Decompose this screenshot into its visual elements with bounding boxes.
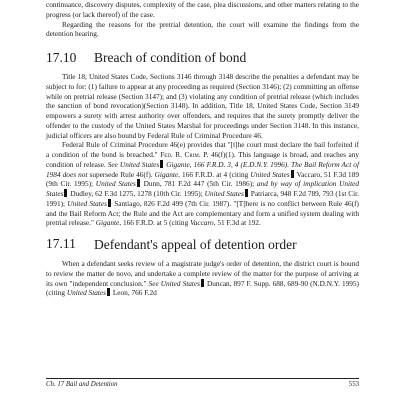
section-title: Defendant's appeal of detention order [94, 237, 297, 252]
citation-party: United States [250, 169, 290, 179]
text-run: supersede Rule 46(f). [87, 169, 155, 179]
citation-short: Gigante [95, 218, 120, 228]
text-run: 46(f)(1). This language is broad, and reaches any condition of release. [46, 150, 359, 169]
citation-rule: Fed. R. Crim. P. [160, 150, 209, 159]
text-run: , 51 F.3d at 192. [213, 218, 261, 228]
section-number: 17.10 [46, 50, 77, 65]
redaction-mark [291, 170, 294, 178]
citation-signal: and by way of implication United States [46, 179, 360, 198]
text-run: Santiago, 826 F.2d 499 (7th Cir. 1987). "[T]here is no conflict between Rule 46(f) and the Bail Reform Act; the Rule and the Act are complementary and form a unified system dealing with pretrial release." [46, 198, 359, 228]
page-footer [46, 378, 359, 388]
citation-signal: See United States [148, 278, 200, 288]
redaction-mark [137, 179, 140, 187]
redaction-mark [108, 199, 111, 207]
document-page [46, 0, 359, 400]
citation-party: United States [204, 189, 244, 198]
citation-party: United States [95, 179, 136, 189]
section-17-10-paragraph-1: Title 18, United States Code, Sections 3146 through 3148 describe the penalties a defendant may be subject to for: (1) failure to appear at any proceeding as required (Section 3146); (2) committing an offense while on pretrial release (Section 3147); and (3) violating any condition of pretrial release (which includes the sanction of bond revocation)(Section 3148). In addition, Title 18, United States Code, Section 3149 empowers a surety with arrest authority over offenders, and requires that the surety promptly deliver the offender to the custody of the United States Marshal for proceedings under Section 3148. In this instance, judicial officers are also bound by Federal Rule of Criminal Procedure 46. [46, 72, 359, 140]
text-run: Leon, 766 F.2d [111, 288, 157, 298]
emphasis: not [78, 169, 88, 179]
text-run: Dudley, 62 F.3d 1275, 1278 (10th Cir. 1995); [68, 189, 205, 198]
footer-chapter: Ch. 17 Bail and Detention [46, 381, 118, 388]
section-heading-17-11 [46, 236, 359, 253]
section-title: Breach of condition of bond [94, 50, 247, 65]
citation-party: United States [66, 288, 106, 298]
page-number: 553 [348, 381, 359, 388]
citation-signal: See United States [107, 159, 160, 169]
intro-paragraph: Regarding the reasons for the pretrial detention, the court will examine the findings from the detention hearing. [46, 19, 359, 39]
intro-continuation: continuance, discovery disputes, complexity of the case, plea discussions, and other matters relating to the progress (or lack thereof) of the case. [46, 0, 359, 19]
section-heading-17-10 [46, 50, 359, 66]
text-run: Patriarca, 948 F.2d 789, 793 (1st Cir. 1991); [46, 189, 360, 208]
citation-short: Gigante [154, 169, 179, 179]
redaction-mark [64, 189, 67, 197]
section-17-10-paragraph-2 [46, 140, 359, 228]
text-run: Dunn, 781 F.2d 447 (5th Cir. 1986); [140, 179, 257, 189]
text-run: Vaccaro, 51 F.3d 189 (9th Cir. 1995); [46, 169, 359, 189]
citation-case: Gigante, 166 F.R.D. 3, 4 (E.D.N.Y. 1996). The Bail Reform Act of 1984 does [46, 159, 359, 179]
text-run: Federal Rule of Criminal Procedure 46(e) provides that "[t]he court must declare the bail forfeited if a condition of the bond is breached." [46, 140, 359, 159]
section-number: 17.11 [46, 236, 76, 251]
intro-block [46, 0, 359, 39]
text-run: Duncan, 897 F. Supp. 688, 689-90 (N.D.N.Y. 1995) (citing [46, 278, 359, 298]
text-run: When a defendant seeks review of a magistrate judge's order of detention, the district court is bound to review the matter de novo, and undertake a complete review of the matter for the purpose of arriving at its own "independent conclusion." [46, 259, 359, 288]
citation-party: United States [67, 198, 107, 208]
citation-short: Vaccaro [190, 218, 214, 228]
redaction-mark [245, 189, 248, 197]
redaction-mark [160, 160, 163, 168]
text-run: , 166 F.R.D. at 5 (citing [119, 218, 191, 228]
text-run: , 166 F.R.D. at 4 (citing [178, 169, 251, 179]
redaction-mark [107, 288, 110, 296]
section-17-11-paragraph-1 [46, 259, 359, 298]
redaction-mark [201, 279, 204, 287]
